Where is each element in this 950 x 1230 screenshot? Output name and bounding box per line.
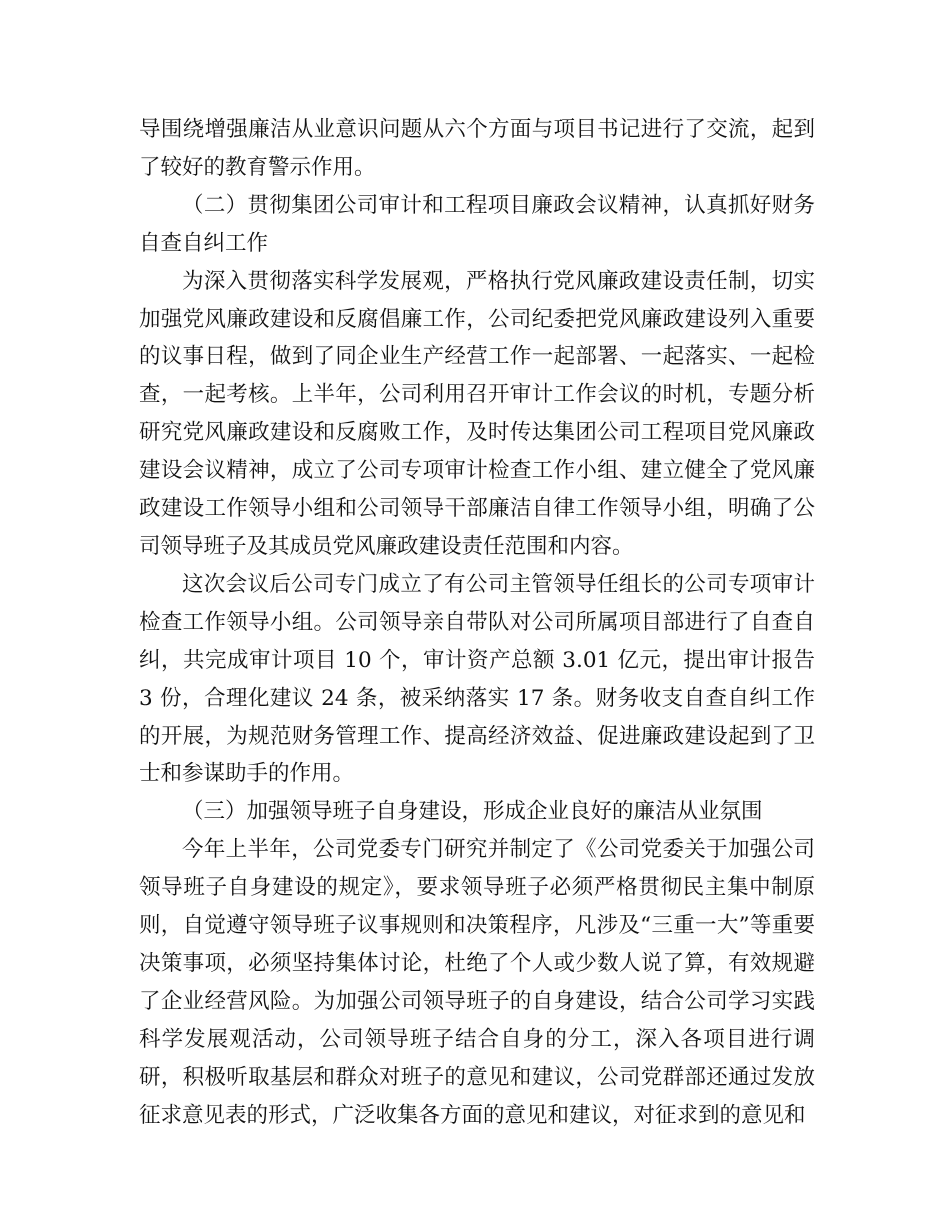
document-body bbox=[139, 111, 815, 1134]
body-paragraph: 为深入贯彻落实科学发展观，严格执行党风廉政建设责任制，切实加强党风廉政建设和反腐倡廉工作，公司纪委把党风廉政建设列入重要的议事日程，做到了同企业生产经营工作一起部署、一起落实、一起检查，一起考核。上半年，公司利用召开审计工作会议的时机，专题分析研究党风廉政建设和反腐败工作，及时传达集团公司工程项目党风廉政建设会议精神，成立了公司专项审计检查工作小组、建立健全了党风廉政建设工作领导小组和公司领导干部廉洁自律工作领导小组，明确了公司领导班子及其成员党风廉政建设责任范围和内容。 bbox=[139, 268, 815, 559]
body-paragraph: 这次会议后公司专门成立了有公司主管领导任组长的公司专项审计检查工作领导小组。公司领导亲自带队对公司所属项目部进行了自查自纠，共完成审计项目 10 个，审计资产总额 3.01 亿元，提出审计报告 3 份，合理化建议 24 条，被采纳落实 17 条。财务收支自查自纠工作的开展，为规范财务管理工作、提高经济效益、促进廉政建设起到了卫士和参谋助手的作用。 bbox=[139, 571, 815, 787]
body-paragraph: 今年上半年，公司党委专门研究并制定了《公司党委关于加强公司领导班子自身建设的规定》，要求领导班子必须严格贯彻民主集中制原则，自觉遵守领导班子议事规则和决策程序，凡涉及“三重一大”等重要决策事项，必须坚持集体讨论，杜绝了个人或少数人说了算，有效规避了企业经营风险。为加强公司领导班子的自身建设，结合公司学习实践科学发展观活动，公司领导班子结合自身的分工，深入各项目进行调研，积极听取基层和群众对班子的意见和建议，公司党群部还通过发放征求意见表的形式，广泛收集各方面的意见和建议，对征求到的意见和 bbox=[139, 837, 815, 1128]
section-heading-2: （二）贯彻集团公司审计和工程项目廉政会议精神，认真抓好财务自查自纠工作 bbox=[139, 192, 815, 256]
paragraph-continued: 导围绕增强廉洁从业意识问题从六个方面与项目书记进行了交流，起到了较好的教育警示作用。 bbox=[139, 117, 815, 180]
section-heading-3: （三）加强领导班子自身建设，形成企业良好的廉洁从业氛围 bbox=[182, 799, 763, 825]
